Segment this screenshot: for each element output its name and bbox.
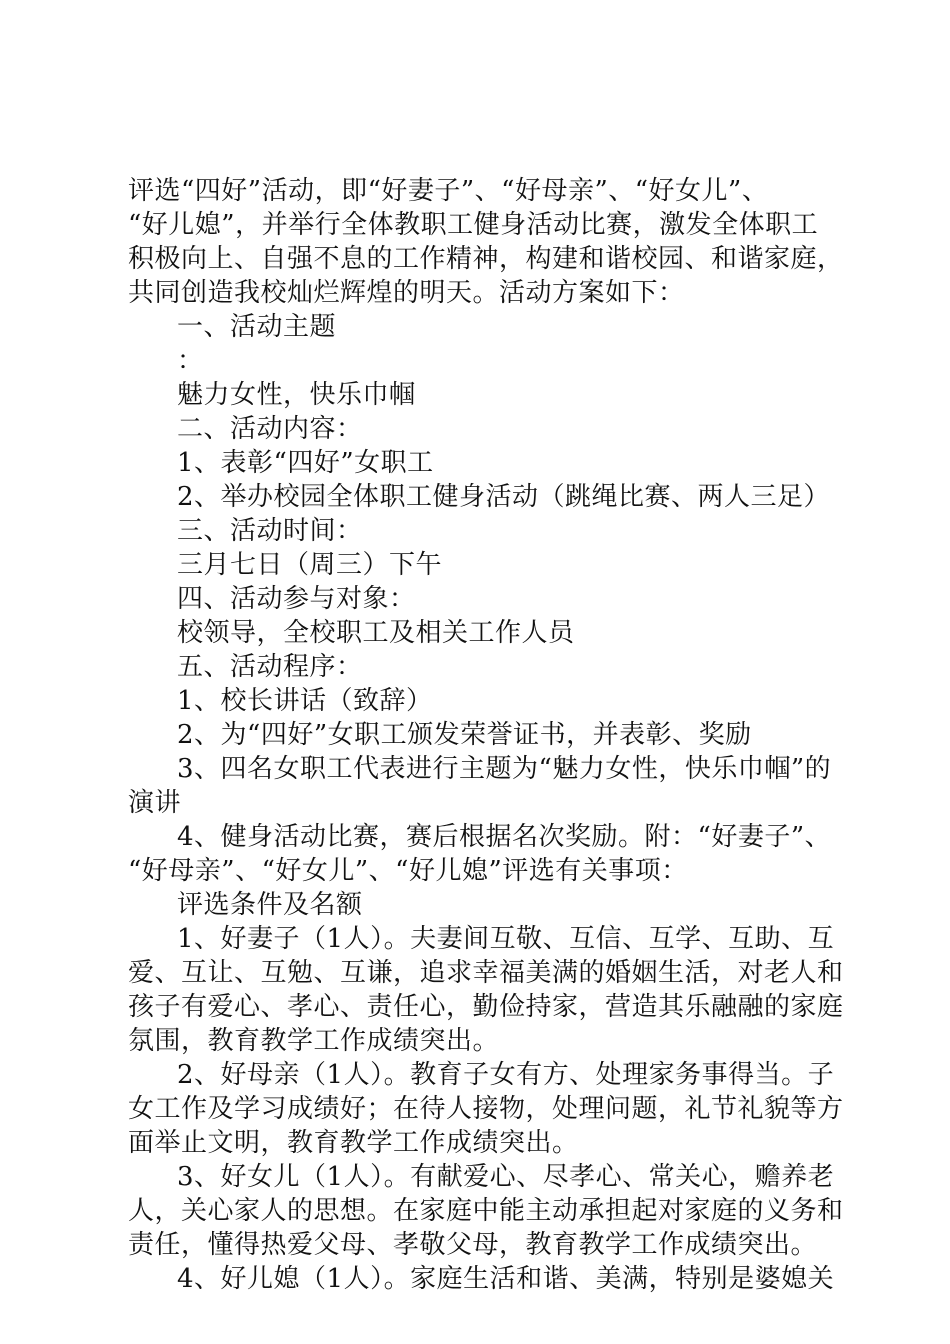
section-heading: 五、活动程序： [177,652,363,682]
text-line: 女工作及学习成绩好；在待人接物，处理问题，礼节礼貌等方 [128,1094,844,1124]
text-line: 孩子有爱心、孝心、责任心，勤俭持家，营造其乐融融的家庭 [128,992,844,1022]
section-heading: 三、活动时间： [177,516,363,546]
list-item: 1、表彰“四好”女职工 [177,448,434,478]
list-item: 2、为“四好”女职工颁发荣誉证书，并表彰、奖励 [177,720,752,750]
text-line: 三月七日（周三）下午 [177,550,443,580]
text-line: 演讲 [128,788,182,818]
text-line: 共同创造我校灿烂辉煌的明天。活动方案如下： [128,278,685,308]
text-line: 面举止文明，教育教学工作成绩突出。 [128,1128,579,1158]
text-line: “好母亲”、“好女儿”、“好儿媳”评选有关事项： [128,856,688,886]
list-item: 3、四名女职工代表进行主题为“魅力女性，快乐巾帼”的 [177,754,832,784]
text-line: 校领导，全校职工及相关工作人员 [177,618,575,648]
list-item: 4、好儿媳（1人）。家庭生活和谐、美满，特别是婆媳关 [177,1264,835,1294]
text-line: 责任，懂得热爱父母、孝敬父母，教育教学工作成绩突出。 [128,1230,818,1260]
section-heading: 二、活动内容： [177,414,363,444]
list-item: 2、举办校园全体职工健身活动（跳绳比赛、两人三足） [177,482,831,512]
text-line: 评选“四好”活动，即“好妻子”、“好母亲”、“好女儿”、 [128,176,769,206]
text-line: ： [177,346,204,376]
text-line: 积极向上、自强不息的工作精神，构建和谐校园、和谐家庭， [128,244,844,274]
text-line: 爱、互让、互勉、互谦，追求幸福美满的婚姻生活，对老人和 [128,958,844,988]
text-line: 氛围，教育教学工作成绩突出。 [128,1026,500,1056]
text-line: “好儿媳”，并举行全体教职工健身活动比赛，激发全体职工 [128,210,819,240]
list-item: 2、好母亲（1人）。教育子女有方、处理家务事得当。子 [177,1060,835,1090]
section-heading: 四、活动参与对象： [177,584,416,614]
list-item: 1、校长讲话（致辞） [177,686,433,716]
list-item: 4、健身活动比赛，赛后根据名次奖励。附：“好妻子”、 [177,822,832,852]
list-item: 3、好女儿（1人）。有献爱心、尽孝心、常关心，赡养老 [177,1162,835,1192]
section-heading: 一、活动主题 [177,312,337,342]
section-heading: 评选条件及名额 [177,890,363,920]
text-line: 魅力女性，快乐巾帼 [177,380,416,410]
list-item: 1、好妻子（1人）。夫妻间互敬、互信、互学、互助、互 [177,924,835,954]
text-line: 人，关心家人的思想。在家庭中能主动承担起对家庭的义务和 [128,1196,844,1226]
